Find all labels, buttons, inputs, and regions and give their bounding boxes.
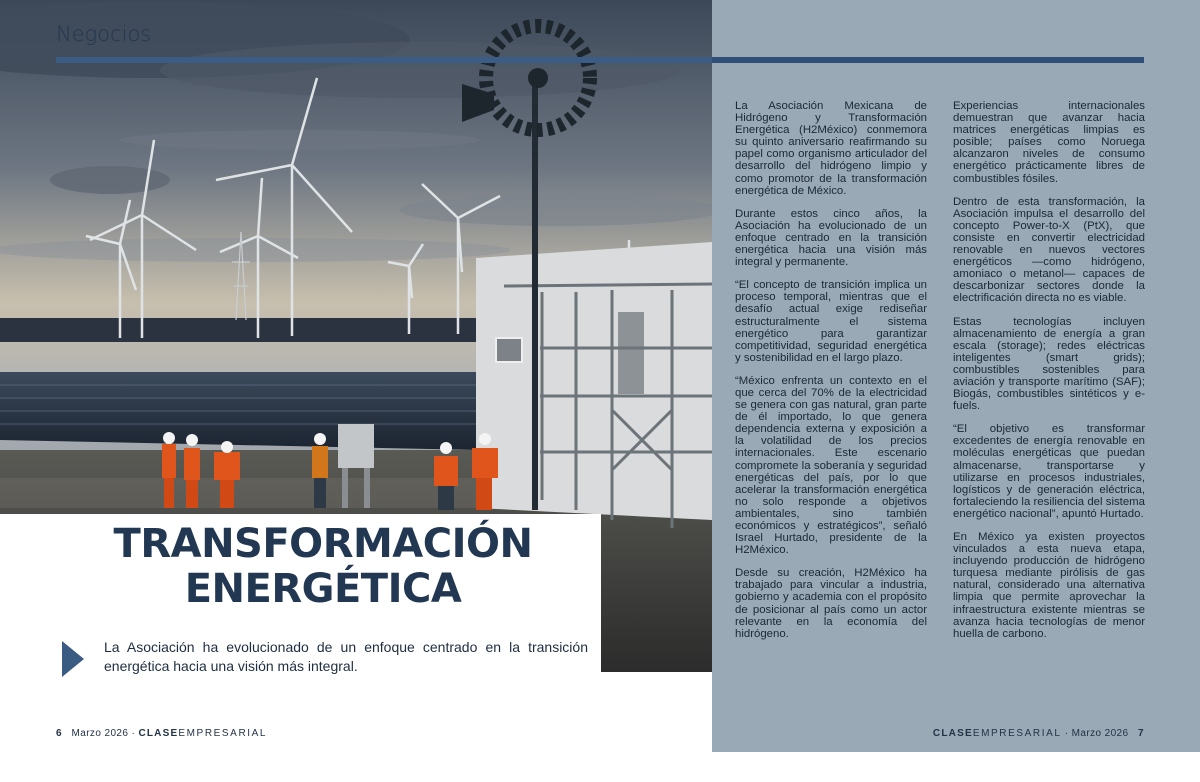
play-arrow-icon <box>62 641 84 677</box>
body-column-2 <box>953 100 1145 651</box>
paragraph: “El objetivo es transformar excedentes de energía renovable en moléculas energéticas que puedan almacenarse, transportarse y utilizarse en procesos industriales, logísticos y de generación eléctrica, fortaleciendo la resiliencia del sistema energético nacional”, apuntó Hurtado. <box>953 423 1145 520</box>
folio-right <box>933 728 1144 739</box>
article-title <box>0 522 646 612</box>
title-line-2: ENERGÉTICA <box>184 566 462 612</box>
paragraph: Dentro de esta transformación, la Asociación impulsa el desarrollo del concepto Power-to-X (PtX), que consiste en convertir electricidad renovable en nuevos vectores energéticos —como hidrógeno, amoniaco o metanol— capaces de descarbonizar sectores donde la electrificación directa no es viable. <box>953 195 1145 305</box>
section-label: Negocios <box>56 22 152 46</box>
issue-date-right: Marzo 2026 <box>1071 728 1129 739</box>
paragraph: “México enfrenta un contexto en el que cerca del 70% de la electricidad se genera con gas natural, gran parte de él importado, lo que genera dependencia externa y exposición a la volatilidad de los precios internacionales. Este escenario compromete la soberanía y seguridad energéticas del país, por lo que acelerar la transformación energética no solo responde a objetivos ambientales, sino también económicos y estratégicos”, señaló Israel Hurtado, presidente de la H2México. <box>735 374 927 557</box>
title-line-1: TRANSFORMACIÓN <box>113 521 533 567</box>
paragraph: En México ya existen proyectos vinculados a esta nueva etapa, incluyendo producción de hidrógeno turquesa mediante pirólisis de gas natural, considerado una alternativa limpia que permite aprovechar la infraestructura existente mientras se avanza hacia tecnologías de menor huella de carbono. <box>953 531 1145 640</box>
paragraph: “El concepto de transición implica un proceso temporal, mientras que el desafío actual exige rediseñar estructuralmente el sistema energético para garantizar competitividad, seguridad energética y sostenibilidad en el largo plazo. <box>735 279 927 364</box>
paragraph: Desde su creación, H2México ha trabajado para vincular a industria, gobierno y academia con el propósito de posicionar al país como un actor relevante en la economía del hidrógeno. <box>735 567 927 640</box>
paragraph: La Asociación Mexicana de Hidrógeno y Transformación Energética (H2México) conmemora su quinto aniversario reafirmando su papel como organismo articulador del desarrollo del hidrógeno limpio y como promotor de la transformación energética de México. <box>735 100 927 197</box>
page-number-left: 6 <box>56 728 62 739</box>
paragraph: Experiencias internacionales demuestran que avanzar hacia matrices energéticas limpias es posible; países como Noruega alcanzaron niveles de consumo energético prácticamente libres de combustibles fósiles. <box>953 100 1145 185</box>
header-rule-right <box>712 57 1144 63</box>
page-number-right: 7 <box>1138 728 1144 739</box>
paragraph: Estas tecnologías incluyen almacenamiento de energía a gran escala (storage); redes eléctricas inteligentes (smart grids); combustibles sostenibles para aviación y transporte marítimo (SAF); Biogás, combustibles sintéticos y e-fuels. <box>953 315 1145 413</box>
separator: · <box>131 728 136 739</box>
paragraph: Durante estos cinco años, la Asociación ha evolucionado de un enfoque centrado en la transición energética hacia una visión más integral y permanente. <box>735 207 927 269</box>
folio-left <box>56 728 267 739</box>
header-rule-left <box>56 57 712 63</box>
separator: · <box>1064 728 1069 739</box>
brand-logo-left: CLASEEMPRESARIAL <box>138 728 268 739</box>
lead-paragraph: La Asociación ha evolucionado de un enfoque centrado en la transición energética hacia una visión más integral. <box>104 639 588 674</box>
issue-date-left: Marzo 2026 <box>71 728 129 739</box>
brand-logo-right: CLASEEMPRESARIAL <box>932 728 1062 739</box>
body-column-1 <box>735 100 927 651</box>
